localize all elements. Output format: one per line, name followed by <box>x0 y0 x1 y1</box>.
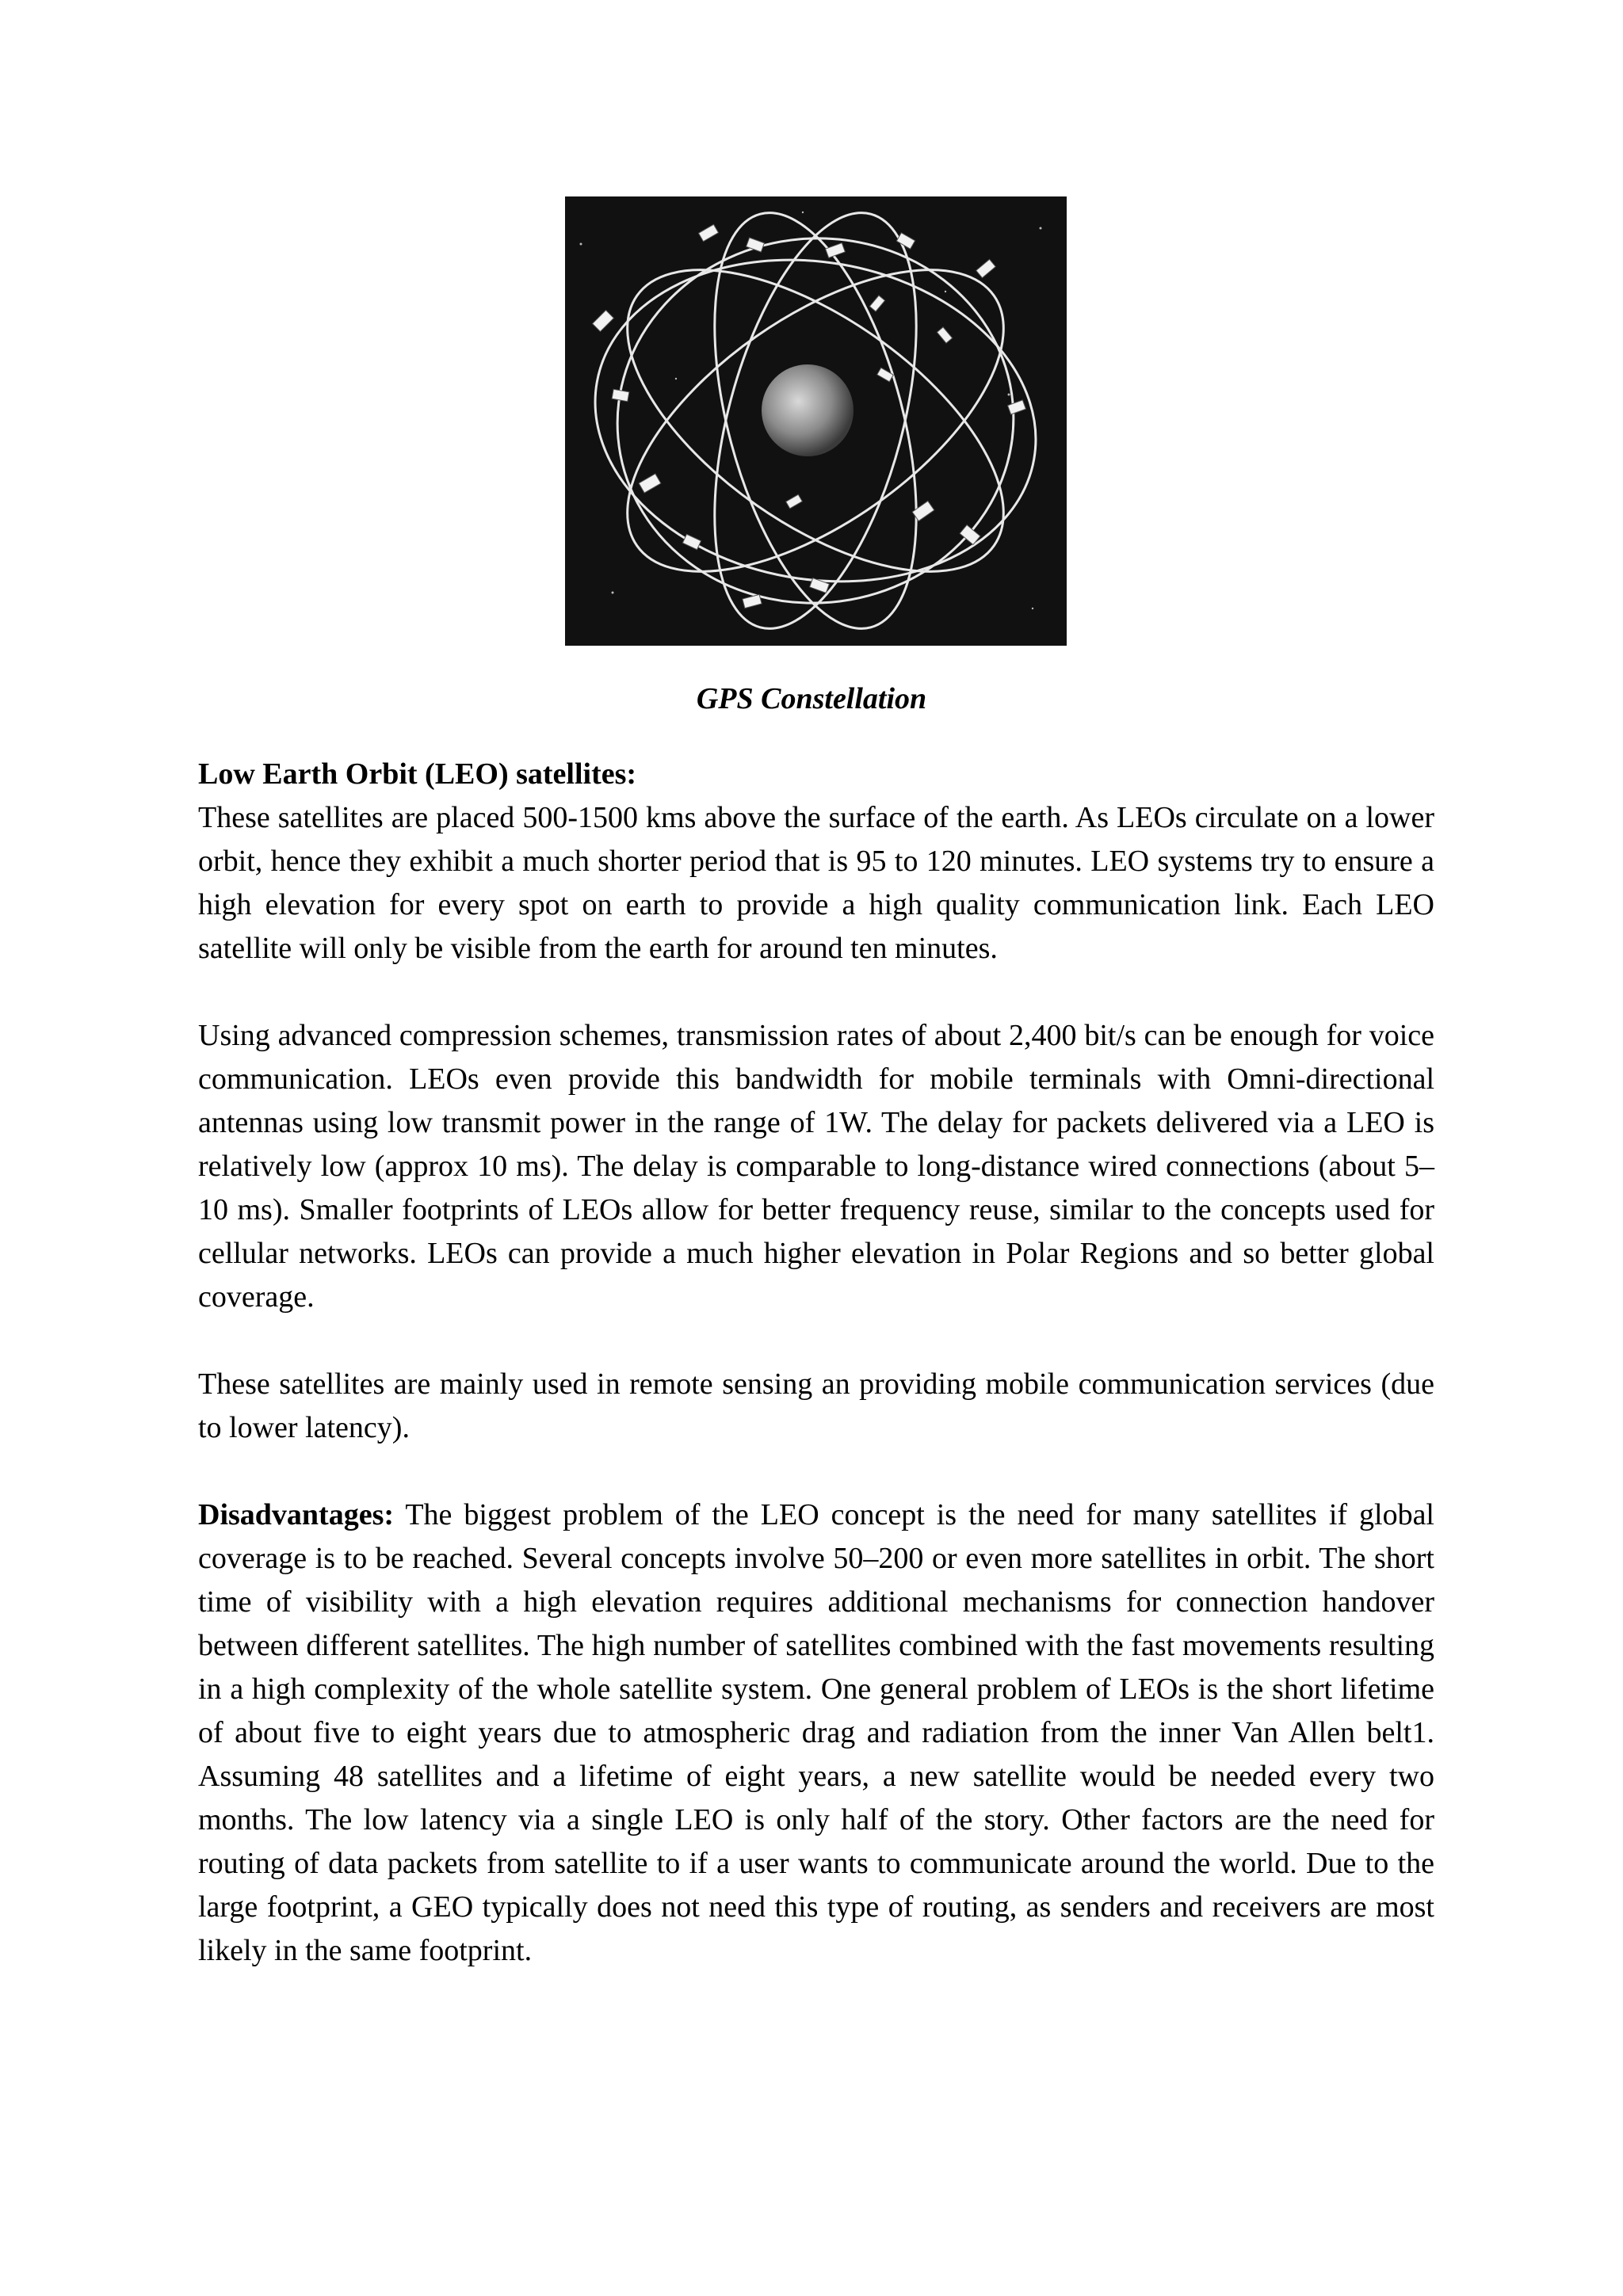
disadvantages-text: The biggest problem of the LEO concept is the need for many satellites if global coverage is to be reached. Several concepts involve 50–200 or even more satellites in orbit. The short time of visibility with a high elevation requires additional mechanisms for connection handover between different satellites. The high number of satellites combined with the fast movements resulting in a high complexity of the whole satellite system. One general problem of LEOs is the short lifetime of about five to eight years due to atmospheric drag and radiation from the inner Van Allen belt1. Assuming 48 satellites and a lifetime of eight years, a new satellite would be needed every two months. The low latency via a single LEO is only half of the story. Other factors are the need for routing of data packets from satellite to if a user wants to communicate around the world. Due to the large footprint, a GEO typically does not need this type of routing, as senders and receivers are most likely in the same footprint. <box>198 1498 1434 1967</box>
paragraph-leo-overview: These satellites are placed 500-1500 kms above the surface of the earth. As LEOs circulate on a lower orbit, hence they exhibit a much shorter period that is 95 to 120 minutes. LEO systems try to ensure a high elevation for every spot on earth to provide a high quality communication link. Each LEO satellite will only be visible from the earth for around ten minutes. <box>198 801 1434 965</box>
satellite-constellation-icon <box>565 196 1067 646</box>
paragraph-leo-bandwidth: Using advanced compression schemes, transmission rates of about 2,400 bit/s can be enough for voice communication. LEOs even provide this bandwidth for mobile terminals with Omni-directional antennas using low transmit power in the range of 1W. The delay for packets delivered via a LEO is relatively low (approx 10 ms). The delay is comparable to long-distance wired connections (about 5–10 ms). Smaller footprints of LEOs allow for better frequency reuse, similar to the concepts used for cellular networks. LEOs can provide a much higher elevation in Polar Regions and so better global coverage. <box>198 1019 1434 1314</box>
disadvantages-label: Disadvantages: <box>198 1498 395 1531</box>
earth <box>762 364 854 456</box>
paragraph-disadvantages <box>198 1493 1434 1973</box>
document-body <box>198 753 1434 2016</box>
gps-constellation-image <box>565 196 1067 646</box>
figure-caption: GPS Constellation <box>696 682 927 715</box>
section-heading: Low Earth Orbit (LEO) satellites: <box>198 757 637 791</box>
paragraph-leo-uses: These satellites are mainly used in remote sensing an providing mobile communication services (due to lower latency). <box>198 1367 1434 1444</box>
